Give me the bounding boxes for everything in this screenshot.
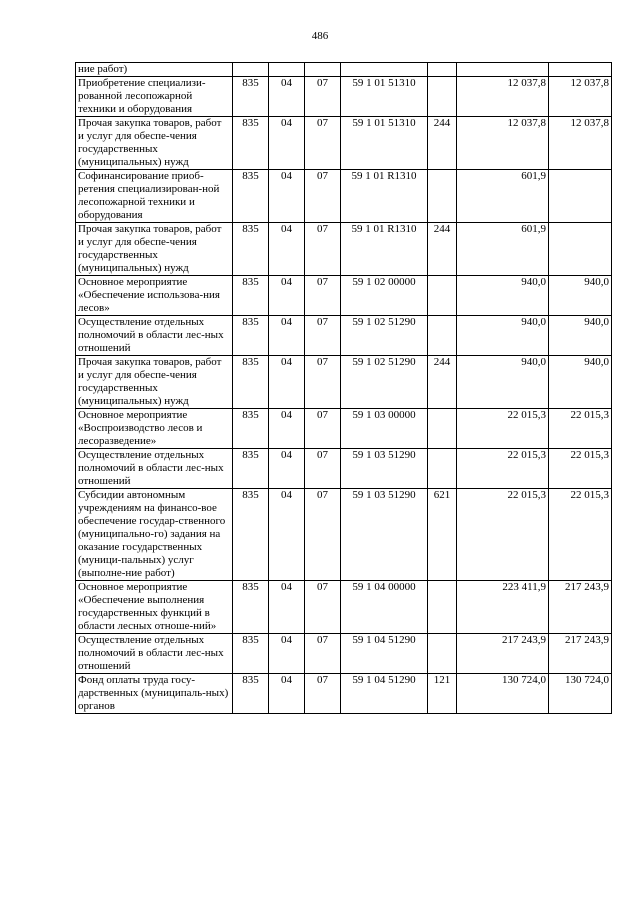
ministry-code-cell: 835 <box>233 356 269 409</box>
section-code-cell: 04 <box>269 316 305 356</box>
ministry-code-cell: 835 <box>233 634 269 674</box>
amount-1-cell: 223 411,9 <box>457 581 549 634</box>
expense-kind-cell <box>428 449 457 489</box>
row-name-cell: Основное мероприятие «Обеспечение выполнения государственных функций в области лесных отноше-ний» <box>76 581 233 634</box>
amount-2-cell: 22 015,3 <box>549 409 612 449</box>
amount-2-cell: 940,0 <box>549 356 612 409</box>
row-name-cell: Основное мероприятие «Воспроизводство лесов и лесоразведение» <box>76 409 233 449</box>
subsection-code-cell: 07 <box>305 449 341 489</box>
section-code-cell: 04 <box>269 581 305 634</box>
ministry-code-cell: 835 <box>233 170 269 223</box>
page-number: 486 <box>311 30 329 42</box>
amount-2-cell: 12 037,8 <box>549 117 612 170</box>
expense-kind-cell: 244 <box>428 223 457 276</box>
amount-1-cell: 940,0 <box>457 356 549 409</box>
amount-1-cell: 12 037,8 <box>457 117 549 170</box>
target-article-cell <box>341 63 428 77</box>
amount-2-cell: 217 243,9 <box>549 581 612 634</box>
ministry-code-cell: 835 <box>233 449 269 489</box>
amount-2-cell <box>549 63 612 77</box>
subsection-code-cell: 07 <box>305 356 341 409</box>
amount-2-cell: 940,0 <box>549 276 612 316</box>
row-name-cell: Осуществление отдельных полномочий в области лес-ных отношений <box>76 316 233 356</box>
subsection-code-cell: 07 <box>305 581 341 634</box>
amount-1-cell: 217 243,9 <box>457 634 549 674</box>
target-article-cell: 59 1 04 00000 <box>341 581 428 634</box>
amount-1-cell: 22 015,3 <box>457 449 549 489</box>
target-article-cell: 59 1 02 00000 <box>341 276 428 316</box>
expense-kind-cell <box>428 63 457 77</box>
section-code-cell: 04 <box>269 77 305 117</box>
expense-kind-cell <box>428 581 457 634</box>
amount-2-cell: 12 037,8 <box>549 77 612 117</box>
section-code-cell <box>269 63 305 77</box>
row-name-cell: Осуществление отдельных полномочий в области лес-ных отношений <box>76 449 233 489</box>
ministry-code-cell: 835 <box>233 489 269 581</box>
row-name-cell: Субсидии автономным учреждениям на финансо-вое обеспечение государ-ственного (муниципально-го) задания на оказание государственных (муници-пальных) услуг (выполне-ние работ) <box>76 489 233 581</box>
table-row <box>76 489 612 581</box>
amount-1-cell <box>457 63 549 77</box>
section-code-cell: 04 <box>269 634 305 674</box>
amount-2-cell <box>549 223 612 276</box>
table-row <box>76 449 612 489</box>
table-body <box>76 63 612 714</box>
target-article-cell: 59 1 01 51310 <box>341 77 428 117</box>
target-article-cell: 59 1 04 51290 <box>341 634 428 674</box>
table-row <box>76 581 612 634</box>
expense-kind-cell <box>428 409 457 449</box>
amount-2-cell: 22 015,3 <box>549 489 612 581</box>
ministry-code-cell: 835 <box>233 117 269 170</box>
amount-1-cell: 601,9 <box>457 170 549 223</box>
amount-2-cell: 217 243,9 <box>549 634 612 674</box>
amount-2-cell: 940,0 <box>549 316 612 356</box>
expense-kind-cell <box>428 77 457 117</box>
subsection-code-cell: 07 <box>305 223 341 276</box>
subsection-code-cell: 07 <box>305 674 341 714</box>
target-article-cell: 59 1 03 51290 <box>341 449 428 489</box>
subsection-code-cell: 07 <box>305 117 341 170</box>
ministry-code-cell <box>233 63 269 77</box>
expense-kind-cell: 121 <box>428 674 457 714</box>
table-row <box>76 674 612 714</box>
row-name-cell: ние работ) <box>76 63 233 77</box>
ministry-code-cell: 835 <box>233 77 269 117</box>
row-name-cell: Прочая закупка товаров, работ и услуг для обеспе-чения государственных (муниципальных) нужд <box>76 356 233 409</box>
row-name-cell: Основное мероприятие «Обеспечение использова-ния лесов» <box>76 276 233 316</box>
amount-1-cell: 601,9 <box>457 223 549 276</box>
expense-kind-cell: 244 <box>428 117 457 170</box>
section-code-cell: 04 <box>269 223 305 276</box>
expense-kind-cell <box>428 276 457 316</box>
subsection-code-cell: 07 <box>305 276 341 316</box>
budget-table <box>75 62 612 714</box>
target-article-cell: 59 1 02 51290 <box>341 356 428 409</box>
target-article-cell: 59 1 01 51310 <box>341 117 428 170</box>
expense-kind-cell <box>428 170 457 223</box>
target-article-cell: 59 1 01 R1310 <box>341 170 428 223</box>
amount-1-cell: 22 015,3 <box>457 409 549 449</box>
ministry-code-cell: 835 <box>233 223 269 276</box>
section-code-cell: 04 <box>269 674 305 714</box>
ministry-code-cell: 835 <box>233 581 269 634</box>
expense-kind-cell <box>428 634 457 674</box>
ministry-code-cell: 835 <box>233 276 269 316</box>
subsection-code-cell: 07 <box>305 170 341 223</box>
table-row <box>76 77 612 117</box>
target-article-cell: 59 1 03 51290 <box>341 489 428 581</box>
target-article-cell: 59 1 02 51290 <box>341 316 428 356</box>
row-name-cell: Приобретение специализи-рованной лесопожарной техники и оборудования <box>76 77 233 117</box>
target-article-cell: 59 1 03 00000 <box>341 409 428 449</box>
table-row <box>76 316 612 356</box>
amount-1-cell: 22 015,3 <box>457 489 549 581</box>
section-code-cell: 04 <box>269 170 305 223</box>
table-row <box>76 223 612 276</box>
ministry-code-cell: 835 <box>233 316 269 356</box>
table-row <box>76 276 612 316</box>
section-code-cell: 04 <box>269 489 305 581</box>
subsection-code-cell: 07 <box>305 77 341 117</box>
expense-kind-cell: 621 <box>428 489 457 581</box>
section-code-cell: 04 <box>269 276 305 316</box>
row-name-cell: Прочая закупка товаров, работ и услуг для обеспе-чения государственных (муниципальных) нужд <box>76 223 233 276</box>
amount-1-cell: 940,0 <box>457 276 549 316</box>
section-code-cell: 04 <box>269 117 305 170</box>
table-row <box>76 170 612 223</box>
amount-2-cell <box>549 170 612 223</box>
section-code-cell: 04 <box>269 409 305 449</box>
subsection-code-cell: 07 <box>305 409 341 449</box>
table-row <box>76 634 612 674</box>
amount-1-cell: 940,0 <box>457 316 549 356</box>
row-name-cell: Осуществление отдельных полномочий в области лес-ных отношений <box>76 634 233 674</box>
subsection-code-cell: 07 <box>305 316 341 356</box>
target-article-cell: 59 1 01 R1310 <box>341 223 428 276</box>
table-row <box>76 63 612 77</box>
section-code-cell: 04 <box>269 356 305 409</box>
amount-1-cell: 130 724,0 <box>457 674 549 714</box>
target-article-cell: 59 1 04 51290 <box>341 674 428 714</box>
ministry-code-cell: 835 <box>233 409 269 449</box>
expense-kind-cell: 244 <box>428 356 457 409</box>
subsection-code-cell: 07 <box>305 634 341 674</box>
ministry-code-cell: 835 <box>233 674 269 714</box>
amount-2-cell: 22 015,3 <box>549 449 612 489</box>
table-row <box>76 117 612 170</box>
table-row <box>76 356 612 409</box>
table-row <box>76 409 612 449</box>
amount-2-cell: 130 724,0 <box>549 674 612 714</box>
expense-kind-cell <box>428 316 457 356</box>
row-name-cell: Софинансирование приоб-ретения специализирован-ной лесопожарной техники и оборудования <box>76 170 233 223</box>
subsection-code-cell: 07 <box>305 489 341 581</box>
row-name-cell: Прочая закупка товаров, работ и услуг для обеспе-чения государственных (муниципальных) нужд <box>76 117 233 170</box>
subsection-code-cell <box>305 63 341 77</box>
section-code-cell: 04 <box>269 449 305 489</box>
row-name-cell: Фонд оплаты труда госу-дарственных (муниципаль-ных) органов <box>76 674 233 714</box>
amount-1-cell: 12 037,8 <box>457 77 549 117</box>
